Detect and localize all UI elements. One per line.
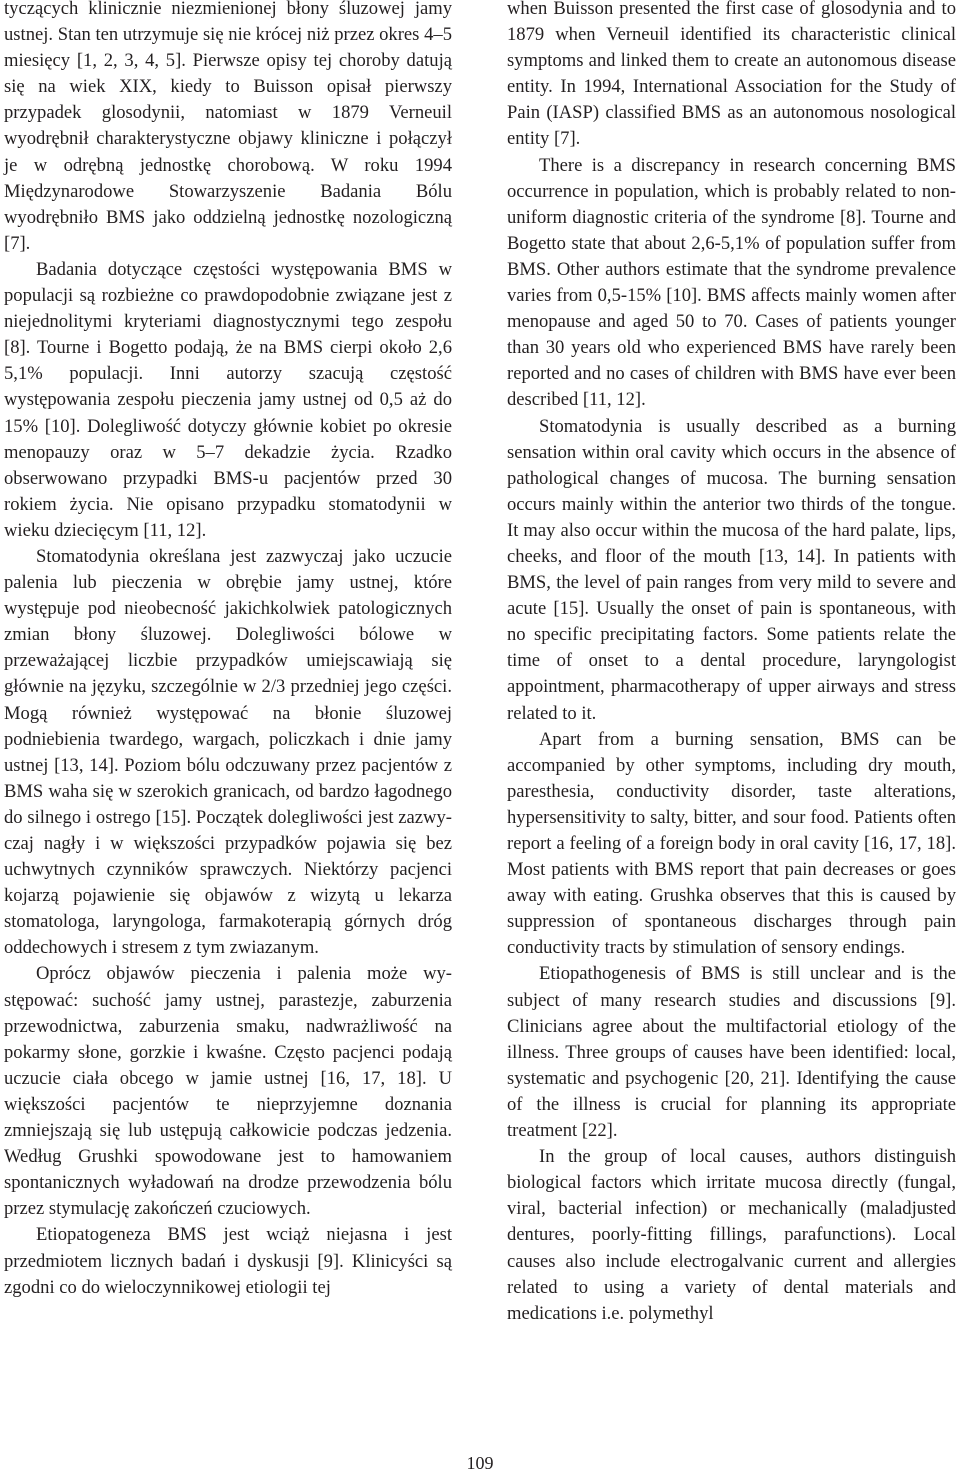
paragraph: Etiopatogeneza BMS jest wciąż niejasna i jest przedmiotem licznych badań i dyskusji [9]. Klinicyści są zgodni co do wieloczynnikowej etiologii tej <box>4 1224 452 1298</box>
english-text-column <box>507 0 956 1327</box>
paragraph: In the group of local causes, authors distinguish biological factors which irritate mucosa directly (fungal, viral, bacterial infection) or mechanically (maladjusted dentures, poorly-fitting fillings, parafunctions). Local causes also include electrogalvanic current and allergies related to using a variety of dental materials and medications i.e. polymethyl <box>507 1146 956 1324</box>
paragraph: Badania dotyczące częstości występowania BMS w populacji są rozbieżne co prawdopodobnie związane jest z niejednolitymi kryteriami diagnostycznymi tego zespołu [8]. Tourne i Bogetto podają, że na BMS cierpi około 2,6 5,1% populacji. Inni autorzy szacują częstość występowania zespołu pieczenia jamy ustnej od 0,5 aż do 15% [10]. Dolegliwość dotyczy głównie kobiet po okresie menopauzy oraz w 5–7 dekadzie życia. Rzadko obserwowano przypadki BMS-u pacjentów przed 30 rokiem życia. Nie opisano przypadku stomatodynii w wieku dziecięcym [11, 12]. <box>4 258 452 541</box>
paragraph: Stomatodynia określana jest zazwyczaj jako uczucie palenia lub pieczenia w obrębie jamy ustnej, które występuje pod nieobecność jakichkolwiek patologicznych zmian błony śluzowej. Dolegliwości bólowe w przeważającej liczbie przypadków umiejscawiają się głównie na języku, szczególnie w 2/3 przedniej jego części. Mogą również występować na błonie śluzowej podniebienia twardego, wargach, policzkach i dnie jamy ustnej [13, 14]. Poziom bólu odczuwany przez pacjentów z BMS waha się w szerokich granicach, od bardzo łagodnego do silnego i ostrego [15]. Początek dolegliwości jest zazwyczaj nagły i w większości przypadków pojawia się bez uchwytnych czynników sprawczych. Niektórzy pacjenci kojarzą pojawienie się objawów z wizytą u lekarza stomatologa, laryngologa, farmakoterapią górnych dróg oddechowych i stresem z tym zwiazanym. <box>4 545 452 959</box>
polish-text-column <box>4 0 452 1301</box>
paragraph: Apart from a burning sensation, BMS can be accompanied by other symptoms, including dry mouth, paresthesia, conductivity disorder, taste alterations, hypersensitivity to salty, bitter, and sour food. Patients often report a feeling of a foreign body in oral cavity [16, 17, 18]. Most patients with BMS report that pain decreases or goes away with eating. Grushka observes that this is caused by suppression of spontaneous discharges through pain conductivity tracts by stimulation of sensory endings. <box>507 728 956 959</box>
column-gutter <box>480 0 481 1420</box>
paragraph: tyczących klinicznie niezmienionej błony śluzowej jamy ustnej. Stan ten utrzymuje się nie krócej niż przez okres 4–5 miesięcy [1, 2, 3, 4, 5]. Pierwsze opisy tej choroby datują się na wiek XIX, kiedy to Buisson opisał pierwszy przypadek glosodynii, natomiast w 1879 Verneuil wyodrębnił charakterystyczne objawy kliniczne i połączył je w odrębną jednostkę chorobową. W roku 1994 Międzynarodowe Stowarzyszenie Badania Bólu wyodrębniło BMS jako oddzielną jednostkę nozologiczną [7]. <box>4 0 452 254</box>
paragraph: when Buisson presented the first case of glosodynia and to 1879 when Verneuil identified its characteristic clinical symptoms and linked them to create an autonomous disease entity. In 1994, International Association for the Study of Pain (IASP) classified BMS as an autonomous nosological entity [7]. <box>507 0 956 150</box>
page-number: 109 <box>466 1453 494 1473</box>
paragraph: Stomatodynia is usually described as a burning sensation within oral cavity which occurs in the absence of pathological changes of mucosa. The burning sensation occurs mainly within the anterior two thirds of the tongue. It may also occur within the mucosa of the hard palate, lips, cheeks, and floor of the mouth [13, 14]. In patients with BMS, the level of pain ranges from very mild to severe and acute [15]. Usually the onset of pain is spontaneous, with no specific precipitating factors. Some patients relate the time of onset to a dental procedure, laryngologist appointment, pharmacotherapy of upper airways and stress related to it. <box>507 415 956 724</box>
paragraph: Oprócz objawów pieczenia i palenia może występować: suchość jamy ustnej, parastezje, zaburzenia przewodnictwa, zaburzenia smaku, nadwrażliwość na pokarmy słone, gorzkie i kwaśne. Często pacjenci podają uczucie ciała obcego w jamie ustnej [16, 17, 18]. U większości pacjentów te nieprzyjemne doznania zmniejszają się lub ustępują całkowicie podczas jedzenia. Według Grushki spowodowane jest to hamowaniem spontanicznych wyładowań na drodze przewodzenia bólu przez stymulację zakończeń czuciowych. <box>4 963 452 1220</box>
paragraph: Etiopathogenesis of BMS is still unclear and is the subject of many research studies and discussions [9]. Clinicians agree about the multifactorial etiology of the illness. Three groups of causes have been identified: local, systematic and psychogenic [20, 21]. Identifying the cause of the illness is crucial for planning its appropriate treatment [22]. <box>507 963 956 1142</box>
paragraph: There is a discrepancy in research concerning BMS occurrence in population, which is probably related to non-uniform diagnostic criteria of the syndrome [8]. Tourne and Bogetto state that about 2,6-5,1% of population suffer from BMS. Other authors estimate that the syndrome prevalence varies from 0,5-15% [10]. BMS affects mainly women after menopause and aged 50 to 70. Cases of patients younger than 30 years old who experienced BMS have rarely been reported and no cases of children with BMS have ever been described [11, 12]. <box>507 154 956 411</box>
